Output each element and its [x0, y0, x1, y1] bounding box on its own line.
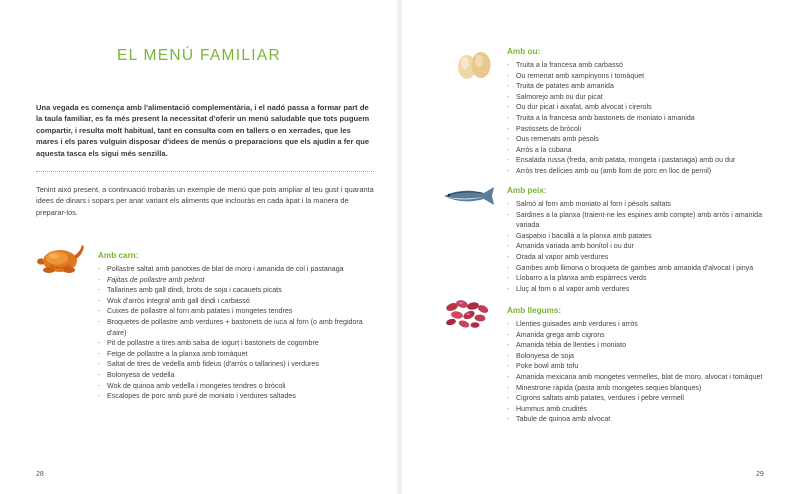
list-item: - Bolonyesa de soja: [507, 351, 777, 362]
list-item: - Llenties guisades amb verdures i arròs: [507, 319, 777, 330]
list-item: - Bolonyesa de vedella: [98, 370, 370, 381]
intro-paragraph-secondary: Tenint això present, a continuació trobaràs un exemple de menú que pots ampliar al teu gust i quaranta idees de dinars i sopars per anar variant els aliments que inclouràs en cada àpat i la manera de preparar-los.: [36, 185, 374, 217]
left-page: [0, 0, 398, 494]
ou-list: [507, 60, 777, 177]
sardine-fish-icon: [440, 186, 498, 206]
page-number-right: 29: [756, 471, 764, 478]
list-item: - Fetge de pollastre a la planxa amb tomàquet: [98, 349, 370, 360]
list-item: - Truita de patates amb amanida: [507, 81, 777, 92]
right-page: [402, 0, 800, 494]
llegums-list: [507, 319, 777, 425]
list-item: - Amanida tèbia de llenties i moniato: [507, 340, 777, 351]
list-item: - Salmorejo amb ou dur picat: [507, 92, 777, 103]
roast-chicken-icon: [36, 242, 84, 276]
eggs-icon: [454, 46, 494, 84]
list-item: - Truita a la francesa amb carbassó: [507, 60, 777, 71]
dotted-divider: [36, 171, 374, 172]
list-item: - Arròs a la cubana: [507, 145, 777, 156]
list-item: - Fajitas de pollastre amb pebrot: [98, 275, 370, 286]
carn-list: [98, 264, 370, 402]
list-item: - Amanida mexicana amb mongetes vermelles, blat de moro, alvocat i tomàquet: [507, 372, 777, 383]
list-item: - Broquetes de pollastre amb verdures + bastonets de iuca al forn (o amb fregidora d'aire): [98, 317, 370, 338]
list-item: - Wok de quinoa amb vedella i mongetes tendres o bròcoli: [98, 381, 370, 392]
intro-paragraph: Una vegada es comença amb l'alimentació complementària, i el nadó passa a formar part de la taula familiar, es fa més present la necessitat d'oferir un menú saludable que tots puguem compartir, i resulta molt habitual, tant en consulta com en tallers o en xerrades, que les mares i els pares vulguin disposar d'idees de menús o preparacions que els ajudin a fer que aquesta tasca els sigui més senzilla.: [36, 103, 370, 158]
list-item: - Ous remenats amb pèsols: [507, 134, 777, 145]
section-heading-ou: Amb ou:: [507, 47, 541, 56]
list-item: - Sardines a la planxa (traient-ne les espines amb compte) amb arròs i amanida variada: [507, 210, 777, 231]
list-item: - Minestrone ràpida (pasta amb mongetes seques blanques): [507, 383, 777, 394]
list-item: - Amanida grega amb cigrons: [507, 330, 777, 341]
list-item: - Llobarro a la planxa amb espàrrecs verds: [507, 273, 777, 284]
list-item: - Wok d'arròs integral amb gall dindi i carbassó: [98, 296, 370, 307]
list-item: - Escalopes de porc amb puré de moniato i verdures saltades: [98, 391, 370, 402]
list-item: - Gaspatxo i bacallà a la planxa amb patates: [507, 231, 777, 242]
list-item: - Ensalada russa (freda, amb patata, mongeta i pastanaga) amb ou dur: [507, 155, 777, 166]
list-item: - Tabule de quinoa amb alvocat: [507, 414, 777, 425]
list-item: - Pit de pollastre a tires amb salsa de iogurt i bastonets de cogombre: [98, 338, 370, 349]
list-item: - Truita a la francesa amb bastonets de moniato i amanida: [507, 113, 777, 124]
list-item: - Cuixes de pollastre al forn amb patates i mongetes tendres: [98, 306, 370, 317]
section-heading-peix: Amb peix:: [507, 186, 547, 195]
list-item: - Ou dur picat i aixafat, amb alvocat i cirerols: [507, 102, 777, 113]
list-item: - Orada al vapor amb verdures: [507, 252, 777, 263]
list-item: - Amanida variada amb bonítol i ou dur: [507, 241, 777, 252]
list-item: - Lluç al forn o al vapor amb verdures: [507, 284, 777, 295]
page-number-left: 28: [36, 471, 44, 478]
list-item: - Hummus amb crudités: [507, 404, 777, 415]
red-beans-icon: [442, 295, 494, 329]
list-item: - Pastissets de bròcoli: [507, 124, 777, 135]
list-item: - Cigrons saltats amb patates, verdures i pebre vermell: [507, 393, 777, 404]
section-heading-llegums: Amb llegums:: [507, 306, 562, 315]
section-heading-carn: Amb carn:: [98, 251, 139, 260]
list-item: - Salmó al forn amb moniato al forn i pèsols saltats: [507, 199, 777, 210]
list-item: - Poke bowl amb tofu: [507, 361, 777, 372]
list-item: - Saltat de tires de vedella amb fideus (d'arròs o tallarines) i verdures: [98, 359, 370, 370]
list-item: - Pollastre saltat amb panotxes de blat de moro i amanida de col i pastanaga: [98, 264, 370, 275]
list-item: - Tallarines amb gall dindi, brots de soja i cacauets picats: [98, 285, 370, 296]
list-item: - Arròs tres delícies amb ou (amb llom de porc en lloc de pernil): [507, 166, 777, 177]
list-item: - Gambes amb llimona o broqueta de gambes amb amanida d'alvocat i pinya: [507, 263, 777, 274]
peix-list: [507, 199, 777, 294]
page-title: EL MENÚ FAMILIAR: [116, 47, 282, 64]
list-item: - Ou remenat amb xampinyons i tomàquet: [507, 71, 777, 82]
